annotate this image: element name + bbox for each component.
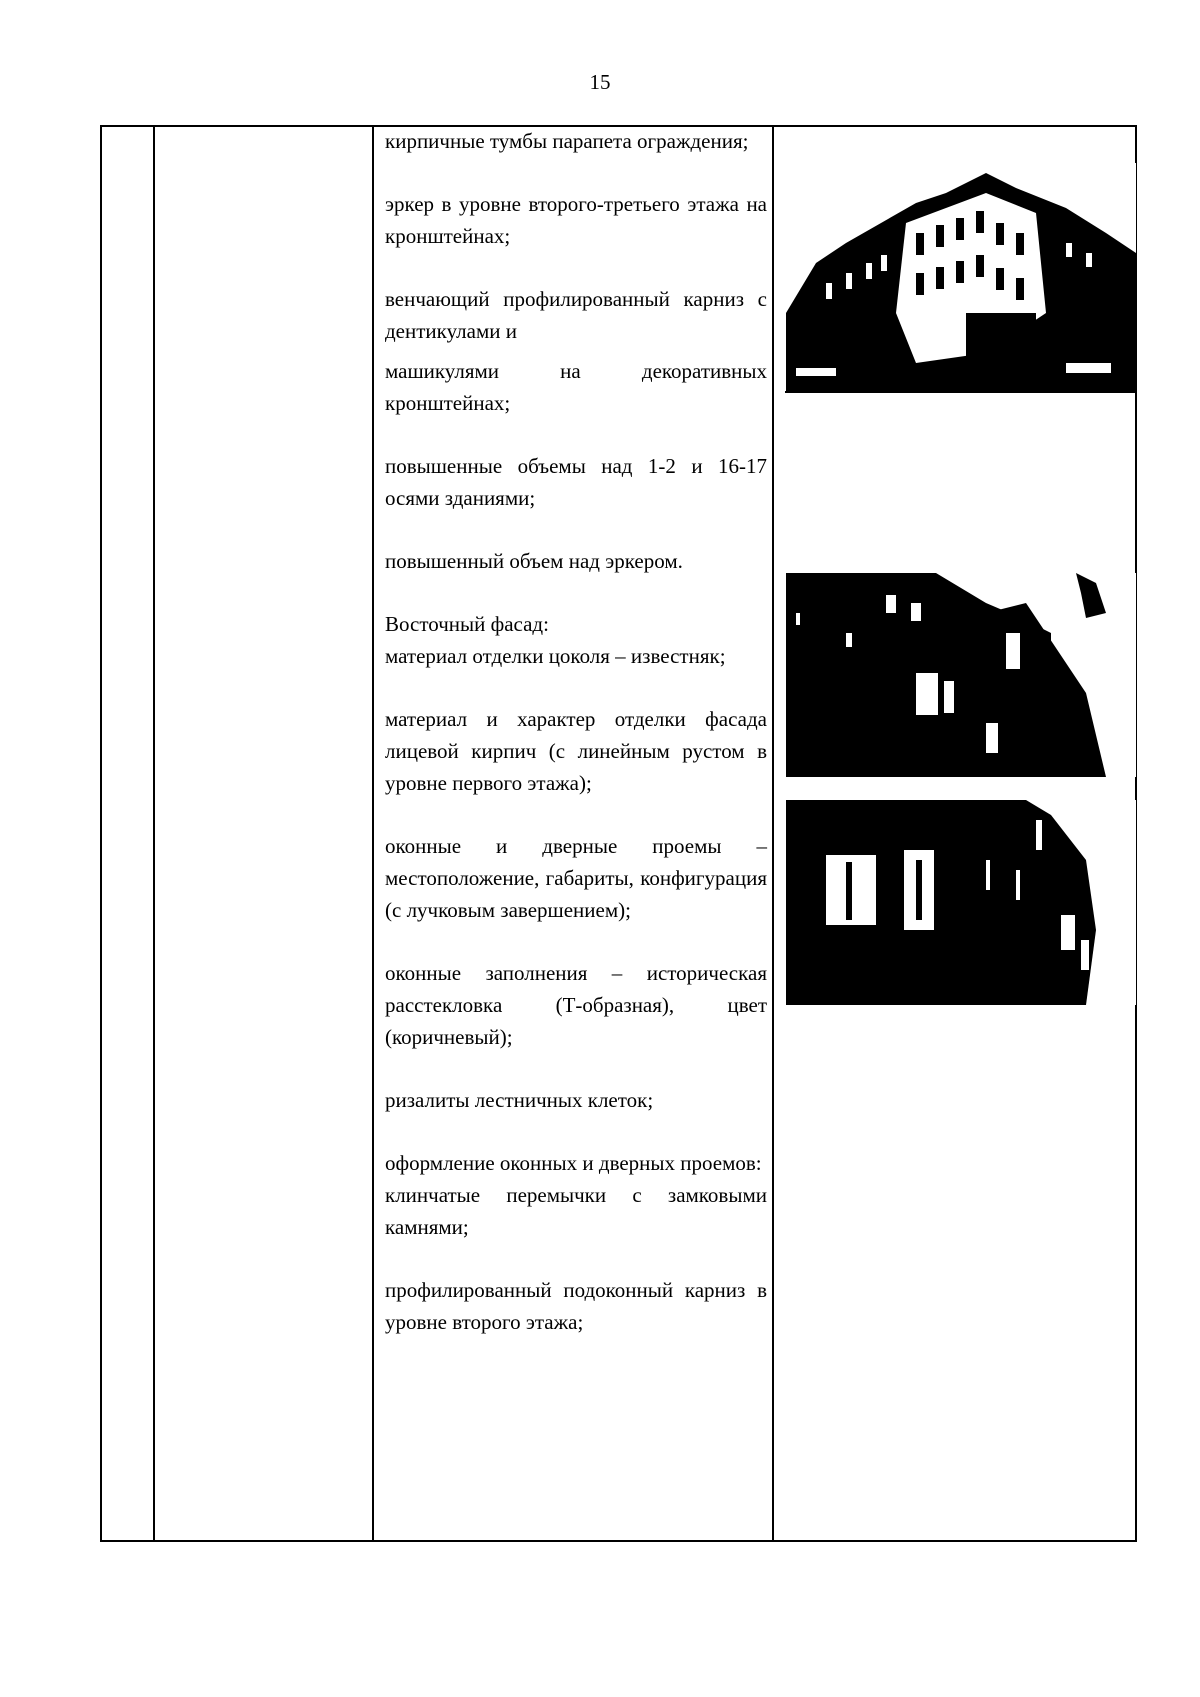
photo-facade-corner bbox=[786, 163, 1136, 391]
list-item: машикулями на декоративных кронштейнах; bbox=[385, 359, 767, 415]
section-heading: Восточный фасад: bbox=[385, 612, 549, 636]
document-table bbox=[100, 125, 1137, 1542]
list-item: оформление оконных и дверных проемов: bbox=[385, 1151, 762, 1175]
page-number: 15 bbox=[589, 70, 611, 94]
list-item: венчающий профилированный карниз с дентикулами и bbox=[385, 287, 767, 343]
photo-cell-divider bbox=[785, 391, 1137, 393]
column-divider-3 bbox=[772, 125, 774, 1542]
photo-east-facade bbox=[786, 573, 1136, 777]
list-item: оконные и дверные проемы – местоположение, габариты, конфигурация (с лучковым завершением); bbox=[385, 834, 767, 922]
list-item: ризалиты лестничных клеток; bbox=[385, 1088, 654, 1112]
list-item: повышенный объем над эркером. bbox=[385, 549, 683, 573]
column-divider-1 bbox=[153, 125, 155, 1542]
list-item: клинчатые перемычки с замковыми камнями; bbox=[385, 1183, 767, 1239]
column-divider-2 bbox=[372, 125, 374, 1542]
description-column bbox=[385, 125, 767, 1338]
list-item: кирпичные тумбы парапета ограждения; bbox=[385, 129, 749, 153]
list-item: эркер в уровне второго-третьего этажа на кронштейнах; bbox=[385, 192, 767, 248]
list-item: повышенные объемы над 1-2 и 16-17 осями зданиями; bbox=[385, 454, 767, 510]
list-item: профилированный подоконный карниз в уровне второго этажа; bbox=[385, 1278, 767, 1334]
list-item: материал отделки цоколя – известняк; bbox=[385, 644, 726, 668]
list-item: материал и характер отделки фасада лицевой кирпич (с линейным рустом в уровне первого этажа); bbox=[385, 707, 767, 795]
list-item: оконные заполнения – историческая расстекловка (Т-образная), цвет (коричневый); bbox=[385, 961, 767, 1049]
photo-east-facade-lower bbox=[786, 800, 1136, 1005]
